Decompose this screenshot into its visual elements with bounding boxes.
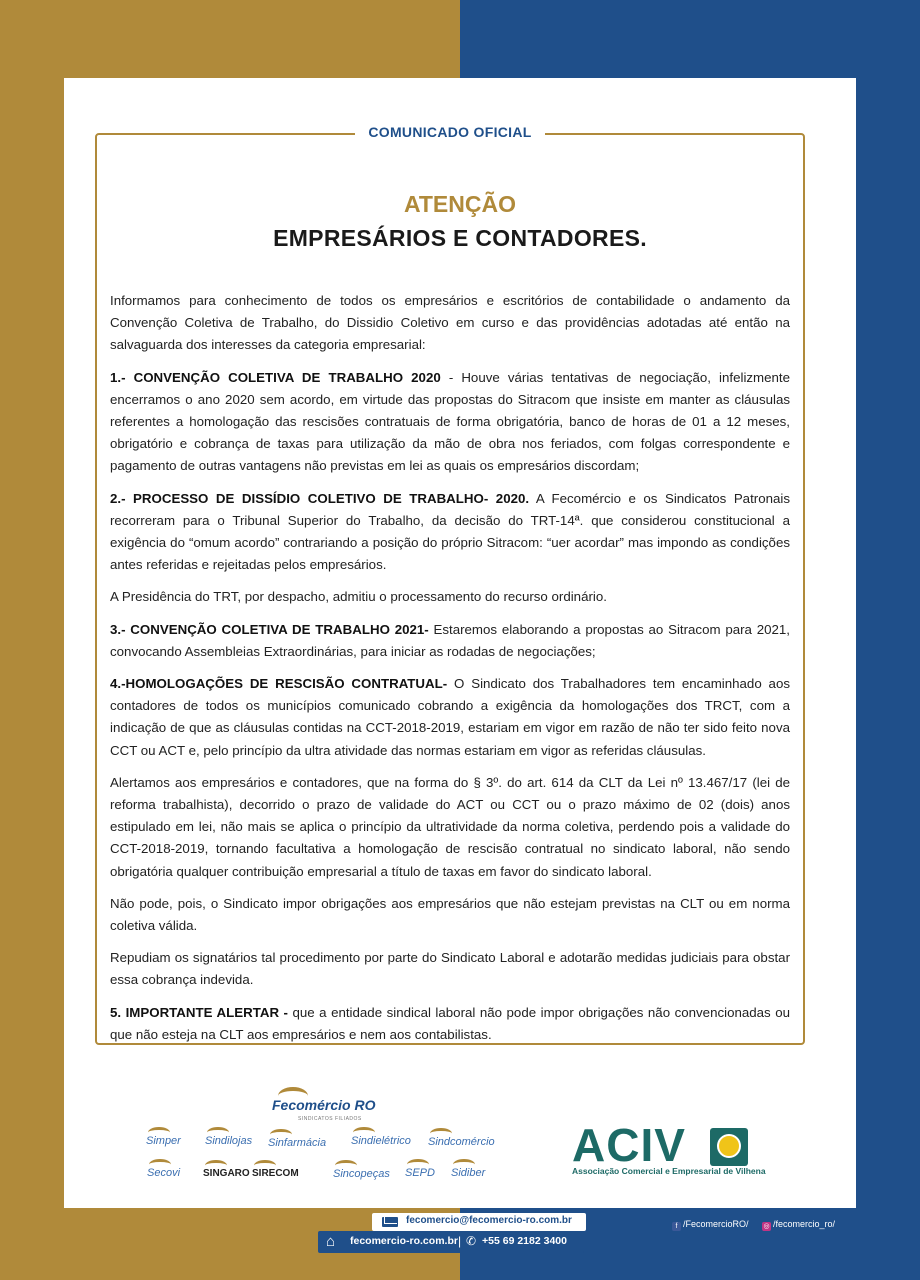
phone-number[interactable]: +55 69 2182 3400 [482,1235,567,1247]
acive-name: ACIV [572,1119,686,1171]
phone-icon: ✆ [466,1234,477,1248]
website-link[interactable]: fecomercio-ro.com.br [350,1235,458,1247]
intro-paragraph: Informamos para conhecimento de todos os empresários e escritórios de contabilidade o andamento da Convenção Coletiva de Trabalho, do Dissidio Coletivo em curso e das providências adotadas até então na salvaguarda dos interesses da categoria empresarial: [110,293,790,353]
item-1-text: - Houve várias tentativas de negociação, infelizmente encerramos o ano 2020 sem acordo, em virtude das propostas do Sitracom que insiste em manter as cláusulas referentes a homologação das rescisões contratuais de forma obrigatória, banco de horas de 01 a 12 meses, obrigatório e cobrança de taxas para utilização da mão de obra nos feriados, com folgas correspondente e pagamento de outras vantagens não previstas em lei as quais os empresários discordam; [110,369,790,474]
document-body [110,290,790,1056]
item-5 [110,1002,790,1046]
divider: | [458,1234,462,1248]
nao-pode-paragraph: Não pode, pois, o Sindicato impor obrigações aos empresários que não estejam previstas na CLT ou em norma coletiva válida. [110,895,790,934]
facebook-link[interactable] [672,1219,749,1231]
syndicate-logo: Sidiber [451,1167,486,1179]
syndicate-logo: SINGARO [203,1168,250,1179]
email-contact[interactable] [372,1213,586,1231]
fecomercio-subtitle: SINDICATOS FILIADOS [298,1116,362,1122]
item-4 [110,673,790,762]
syndicate-logo: Simper [146,1135,181,1147]
acive-emblem-icon [710,1128,748,1166]
facebook-icon: f [672,1222,681,1231]
syndicate-logo: Sinfarmácia [268,1137,327,1149]
item-2 [110,488,790,577]
item-2-text: A Fecomércio e os Sindicatos Patronais recorreram para o Tribunal Superior do Trabalho, da decisão do TRT-14ª. que considerou constitucional a exigência do “omum acordo” contrariando a posição do próprio Sitracom: “uer acordar” mas impondo as condições antes referidas e rejeitadas pelos empresários. [110,490,790,573]
instagram-link[interactable] [762,1219,835,1231]
home-icon: ⌂ [326,1233,336,1250]
fecomercio-logo [262,1085,402,1125]
syndicate-logo: Sindcomércio [428,1136,495,1148]
acive-logo [572,1119,772,1182]
repudiam-paragraph: Repudiam os signatários tal procedimento por parte do Sindicato Laboral e adotarão medidas judiciais para obstar essa cobrança indevida. [110,950,790,988]
item-3 [110,619,790,663]
item-5-text: que a entidade sindical laboral não pode impor obrigações não convencionadas ou que não esteja na CLT aos empresários e nem aos contabilistas. [110,1004,790,1042]
item-4-heading: 4.-HOMOLOGAÇÕES DE RESCISÃO CONTRATUAL- [110,676,448,692]
acive-subtitle: Associação Comercial e Empresarial de Vilhena [572,1166,766,1176]
syndicate-logo: SIRECOM [252,1168,299,1179]
title-attention: ATENÇÃO [403,191,516,217]
syndicate-logo: Sindielétrico [351,1135,411,1147]
instagram-icon: ◎ [763,1223,770,1230]
fecomercio-name: Fecomércio RO [272,1097,376,1113]
item-4-text: O Sindicato dos Trabalhadores tem encaminhado aos contadores de todos os municípios comunicado cobrando a exigência da homologações dos TRCT, com a indicação de que as cláusulas contidas na CCT-2018-2019, estariam em vigor em razão de não ter sido feito nova CCT ou ACT e, pelo princípio da ultra atividade das normas estariam em vigor as referidas cláusulas. [110,676,790,758]
syndicate-logo: Sindilojas [205,1135,253,1147]
syndicate-logo: SEPD [405,1167,435,1179]
title-audience: EMPRESÁRIOS E CONTADORES. [273,225,647,251]
item-3-text: Estaremos elaborando a propostas ao Sitracom para 2021, convocando Assembleias Extraordinárias, para iniciar as rodadas de negociações; [110,621,790,659]
item-1 [110,367,790,478]
item-1-heading: 1.- CONVENÇÃO COLETIVA DE TRABALHO 2020 [110,369,441,385]
header-label: COMUNICADO OFICIAL [355,121,545,143]
syndicate-logo: Secovi [147,1167,181,1179]
item-5-heading: 5. IMPORTANTE ALERTAR - [110,1004,288,1020]
alertamos-paragraph: Alertamos aos empresários e contadores, que na forma do § 3º. do art. 614 da CLT da Lei nº 13.467/17 (lei de reforma trabalhista), decorrido o prazo de validade do ACT ou CCT ou o prazo máximo de 02 (dois) anos estipulado em lei, não mais se aplica o princípio da ultratividade da norma coletiva, perdendo pois a validade do CCT-2018-2019, tornando facultativa a homologação de rescisão contratual no sindicato laboral, não sendo obrigatória qualquer contribuição empresarial a título de taxas em favor do sindicato laboral. [110,774,790,879]
presidencia-paragraph: A Presidência do TRT, por despacho, admitiu o processamento do recurso ordinário. [110,589,607,605]
instagram-handle[interactable]: /fecomercio_ro/ [773,1219,836,1229]
facebook-handle[interactable]: /FecomercioRO/ [683,1219,749,1229]
item-3-heading: 3.- CONVENÇÃO COLETIVA DE TRABALHO 2021- [110,621,429,637]
mail-icon [382,1217,398,1227]
syndicate-logo: Sincopeças [333,1168,390,1180]
item-2-heading: 2.- PROCESSO DE DISSÍDIO COLETIVO DE TRABALHO- 2020. [110,490,530,506]
email-address[interactable]: fecomercio@fecomercio-ro.com.br [406,1215,572,1226]
circle-icon [717,1134,741,1158]
website-phone-bar [318,1231,584,1253]
